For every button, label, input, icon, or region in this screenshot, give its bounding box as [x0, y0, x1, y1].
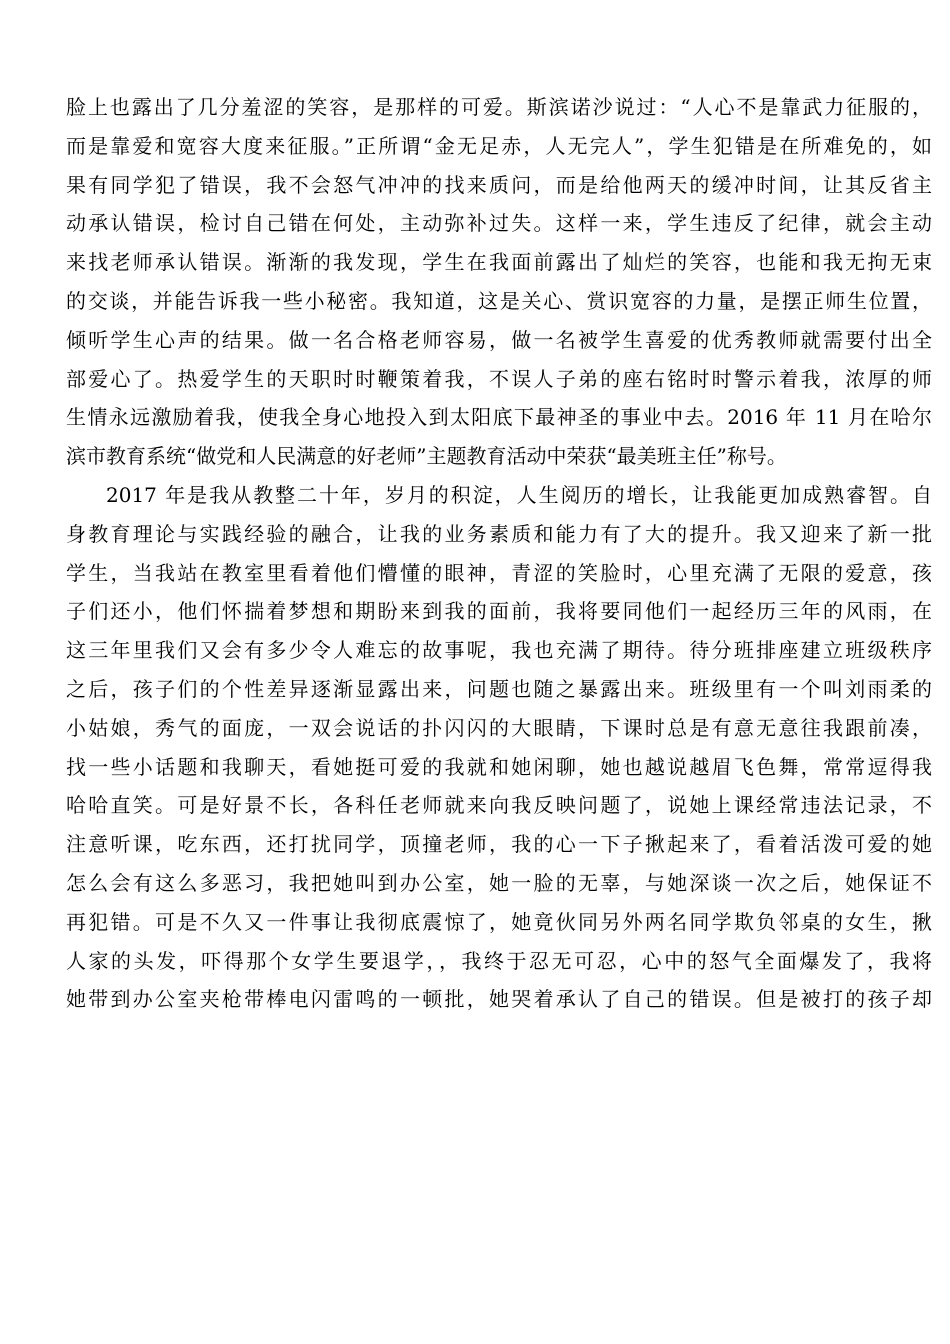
text-line: 人家的头发，吓得那个女学生要退学，，我终于忍无可忍，心中的怒气全面爆发了，我将 — [66, 948, 932, 973]
document-body — [66, 88, 932, 1019]
paragraph-1 — [66, 88, 932, 476]
text-line: 再犯错。可是不久又一件事让我彻底震惊了，她竟伙同另外两名同学欺负邻桌的女生，揪 — [66, 909, 932, 934]
text-line: 她带到办公室夹枪带棒电闪雷鸣的一顿批，她哭着承认了自己的错误。但是被打的孩子却 — [66, 987, 932, 1012]
text-line: 果有同学犯了错误，我不会怒气冲冲的找来质问，而是给他两天的缓冲时间，让其反省主 — [66, 172, 932, 197]
text-line: 注意听课，吃东西，还打扰同学，顶撞老师，我的心一下子揪起来了，看着活泼可爱的她 — [66, 832, 932, 857]
text-line: 部爱心了。热爱学生的天职时时鞭策着我，不误人子弟的座右铭时时警示着我，浓厚的师 — [66, 366, 932, 391]
text-line: 子们还小，他们怀揣着梦想和期盼来到我的面前，我将要同他们一起经历三年的风雨，在 — [66, 599, 932, 624]
text-line: 这三年里我们又会有多少令人难忘的故事呢，我也充满了期待。待分班排座建立班级秩序 — [66, 638, 932, 663]
text-line: 脸上也露出了几分羞涩的笑容，是那样的可爱。斯滨诺沙说过：“人心不是靠武力征服的， — [66, 95, 932, 119]
text-line: 2017 年是我从教整二十年，岁月的积淀，人生阅历的增长，让我能更加成熟睿智。自 — [106, 482, 932, 507]
text-line: 倾听学生心声的结果。做一名合格老师容易，做一名被学生喜爱的优秀教师就需要付出全 — [66, 327, 932, 352]
text-line: 滨市教育系统“做党和人民满意的好老师”主题教育活动中荣获“最美班主任”称号。 — [66, 444, 787, 469]
text-line: 生情永远激励着我，使我全身心地投入到太阳底下最神圣的事业中去。2016 年 11 月在哈尔 — [66, 405, 932, 430]
text-line: 的交谈，并能告诉我一些小秘密。我知道，这是关心、赏识宽容的力量，是摆正师生位置， — [66, 288, 932, 313]
text-line: 动承认错误，检讨自己错在何处，主动弥补过失。这样一来，学生违反了纪律，就会主动 — [66, 211, 932, 236]
text-line: 而是靠爱和宽容大度来征服。”正所谓“金无足赤，人无完人”，学生犯错是在所难免的，如 — [66, 133, 932, 158]
text-line: 之后，孩子们的个性差异逐渐显露出来，问题也随之暴露出来。班级里有一个叫刘雨柔的 — [66, 676, 932, 701]
paragraph-2 — [66, 476, 932, 1019]
text-line: 小姑娘，秀气的面庞，一双会说话的扑闪闪的大眼睛，下课时总是有意无意往我跟前凑， — [66, 715, 932, 740]
text-line: 来找老师承认错误。渐渐的我发现，学生在我面前露出了灿烂的笑容，也能和我无拘无束 — [66, 250, 932, 275]
text-line: 哈哈直笑。可是好景不长，各科任老师就来向我反映问题了，说她上课经常违法记录，不 — [66, 793, 932, 818]
text-line: 身教育理论与实践经验的融合，让我的业务素质和能力有了大的提升。我又迎来了新一批 — [66, 521, 932, 546]
text-line: 找一些小话题和我聊天，看她挺可爱的我就和她闲聊，她也越说越眉飞色舞，常常逗得我 — [66, 754, 932, 779]
text-line: 学生，当我站在教室里看着他们懵懂的眼神，青涩的笑脸时，心里充满了无限的爱意，孩 — [66, 560, 932, 585]
text-line: 怎么会有这么多恶习，我把她叫到办公室，她一脸的无辜，与她深谈一次之后，她保证不 — [66, 870, 932, 895]
